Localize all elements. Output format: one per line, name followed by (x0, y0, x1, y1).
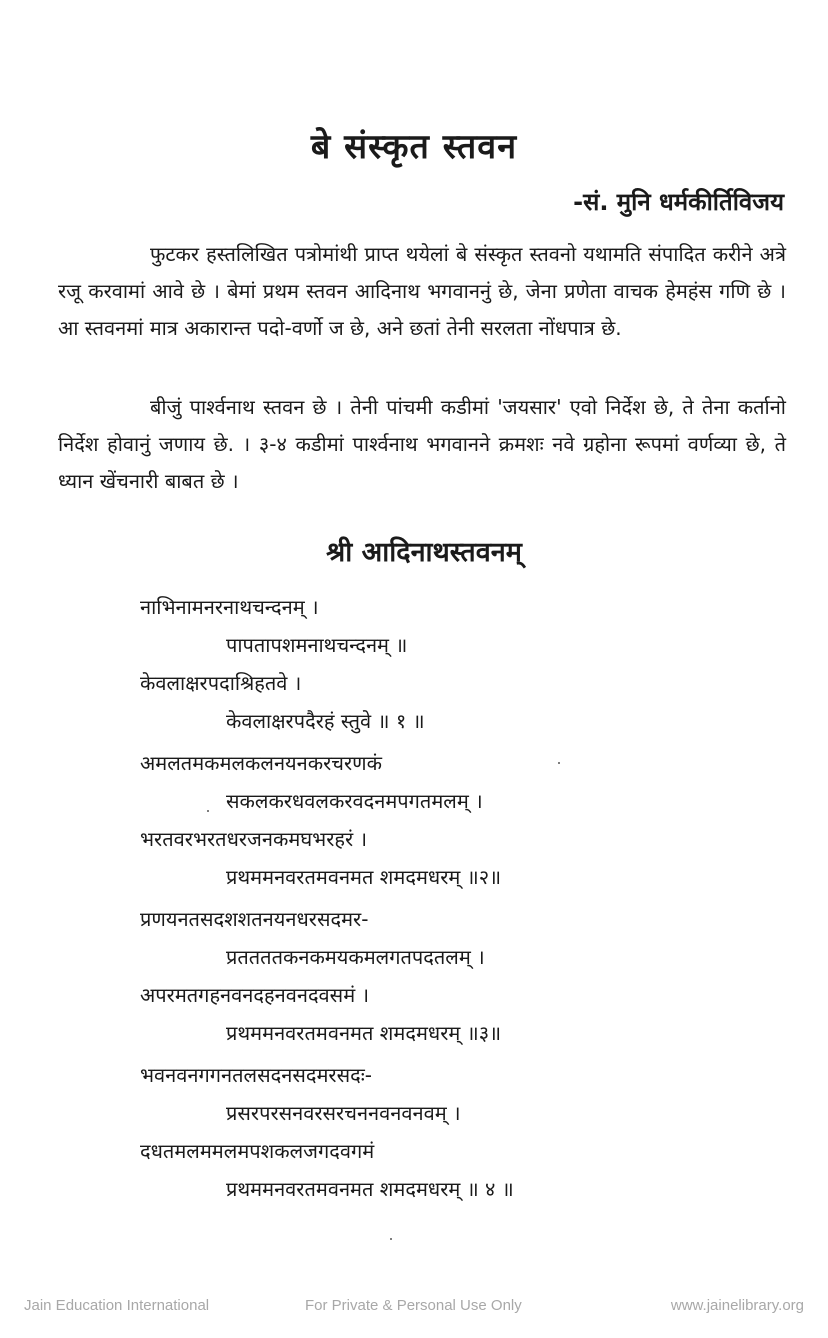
verse-line: प्रणयनतसदशशतनयनधरसदमर- (140, 907, 369, 931)
stanza-3 (140, 900, 780, 1052)
verse-line: प्रथममनवरतमवनमत शमदमधरम् ॥ ४ ॥ (226, 1177, 514, 1201)
verse-line: दधतमलममलमपशकलजगदवगमं (140, 1139, 375, 1163)
verse-line: पापतापशमनाथचन्दनम् ॥ (226, 633, 408, 657)
stanza-4 (140, 1056, 780, 1208)
verse-line: केवलाक्षरपदाश्रिहतवे । (140, 671, 302, 695)
verse-line: केवलाक्षरपदैरहं स्तुवे ॥ १ ॥ (226, 709, 425, 733)
stanza-1 (140, 588, 780, 740)
footer-website-link[interactable]: www.jainelibrary.org (670, 1297, 804, 1314)
verse-line: प्रततततकनकमयकमलगतपदतलम् । (226, 945, 485, 969)
intro-paragraph-2: बीजुं पार्श्वनाथ स्तवन छे । तेनी पांचमी कडीमां 'जयसार' एवो निर्देश छे, ते तेना कर्तानो निर्देश होवानुं जणाय छे. । ३-४ कडीमां पार्श्वनाथ भगवानने क्रमशः नवे ग्रहोना रूपमां वर्णव्या छे, ते ध्यान खेंचनारी बाबत छे । (58, 395, 786, 493)
scan-speck (207, 810, 209, 812)
scan-speck (390, 1238, 392, 1240)
stanza-2 (140, 744, 780, 896)
verse-line: सकलकरधवलकरवदनमपगतमलम् । (226, 789, 483, 813)
verse-line: नाभिनामनरनाथचन्दनम् । (140, 595, 319, 619)
verse-line: अमलतमकमलकलनयनकरचरणकं (140, 751, 382, 775)
verse-line: भरतवरभरतधरजनकमघभरहरं । (140, 827, 368, 851)
section-title: श्री आदिनाथस्तवनम् (326, 537, 522, 568)
verse-line: अपरमतगहनवनदहनवनदवसमं । (140, 983, 370, 1007)
intro-paragraph-1: फुटकर हस्तलिखित पत्रोमांथी प्राप्त थयेलां बे संस्कृत स्तवनो यथामति संपादित करीने अत्रे रजू करवामां आवे छे । बेमां प्रथम स्तवन आदिनाथ भगवाननुं छे, जेना प्रणेता वाचक हेमहंस गणि छे । आ स्तवनमां मात्र अकारान्त पदो-वर्णो ज छे, अने छतां तेनी सरलता नोंधपात्र छे. (58, 242, 786, 340)
verse-block (140, 588, 780, 1208)
verse-line: प्रथममनवरतमवनमत शमदमधरम् ॥३॥ (226, 1021, 502, 1045)
footer-publisher: Jain Education International (24, 1297, 210, 1314)
scan-speck (558, 762, 560, 764)
page-title: बे संस्कृत स्तवन (310, 127, 518, 167)
author-byline: -सं. मुनि धर्मकीर्तिविजय (573, 188, 784, 216)
verse-line: भवनवनगगनतलसदनसदमरसदः- (140, 1063, 372, 1087)
verse-line: प्रसरपरसनवरसरचननवनवनवम् । (226, 1101, 461, 1125)
footer-usage-note: For Private & Personal Use Only (305, 1297, 522, 1314)
verse-line: प्रथममनवरतमवनमत शमदमधरम् ॥२॥ (226, 865, 502, 889)
